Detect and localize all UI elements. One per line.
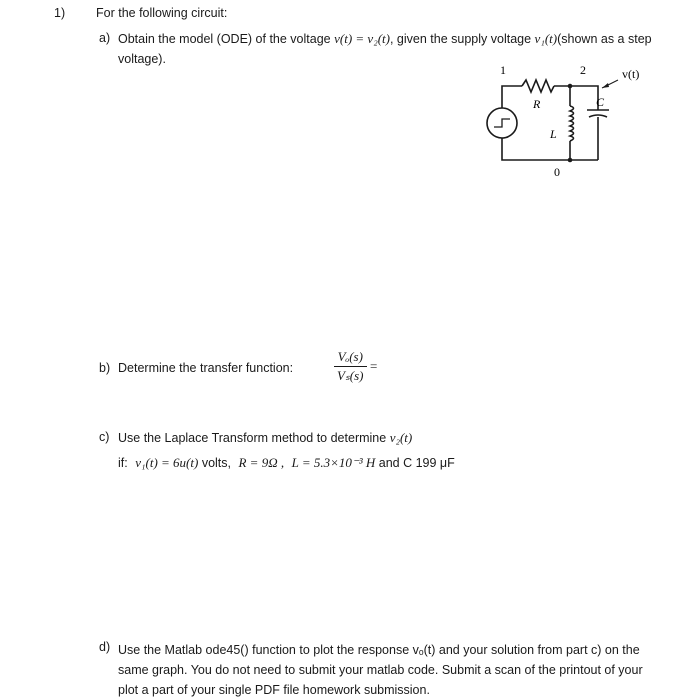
part-b-text: Determine the transfer function: bbox=[118, 361, 294, 375]
node-0-label: 0 bbox=[554, 165, 560, 179]
node-1-label: 1 bbox=[500, 63, 506, 77]
part-a-label: a) bbox=[99, 31, 111, 45]
part-c-given-equation: v₁(t) = 6u(t) bbox=[135, 455, 199, 470]
transfer-function bbox=[334, 349, 377, 384]
transfer-numerator: Vₒ(s) bbox=[337, 349, 363, 364]
step-source-icon bbox=[494, 119, 510, 127]
part-a-text-3: (shown as a step bbox=[557, 32, 652, 46]
wire-node-1 bbox=[502, 86, 522, 108]
vt-label: v(t) bbox=[622, 67, 640, 81]
part-a-text-1: Obtain the model (ODE) of the voltage bbox=[118, 32, 331, 46]
capacitor-label: C bbox=[596, 95, 605, 109]
problem-intro: For the following circuit: bbox=[96, 6, 228, 20]
part-d-text: Use the Matlab ode45() function to plot the response vₒ(t) and your solution from part c) on the same graph. You do not need to submit your matlab code. Submit a scan of the printout of your plot a part of your single PDF file homework submission. bbox=[118, 643, 643, 697]
inductor-symbol bbox=[570, 106, 574, 141]
problem-number: 1) bbox=[54, 6, 66, 20]
capacitor-plate-bottom bbox=[589, 115, 607, 117]
resistor-label: R bbox=[533, 97, 541, 111]
part-c-label: c) bbox=[99, 430, 110, 444]
node-2-dot bbox=[568, 84, 573, 89]
part-c-volts: volts, bbox=[201, 456, 231, 470]
part-b-label: b) bbox=[99, 361, 111, 375]
wire-node-0 bbox=[502, 138, 598, 160]
part-a-line-2: voltage). bbox=[118, 52, 166, 66]
part-a-supply-equation: v₁(t) bbox=[534, 31, 558, 46]
transfer-denominator: Vₛ(s) bbox=[337, 368, 364, 383]
part-c-inductance: L = 5.3×10⁻³ H bbox=[291, 455, 376, 470]
part-c-line-1 bbox=[118, 430, 412, 446]
inductor-label: L bbox=[550, 127, 557, 141]
node-2-label: 2 bbox=[580, 63, 586, 77]
part-a-equation: v(t) = v₂(t) bbox=[334, 31, 390, 46]
part-c-target-equation: v₂(t) bbox=[389, 430, 413, 445]
resistor-symbol bbox=[522, 80, 554, 92]
node-0-dot bbox=[568, 158, 573, 163]
fraction-bar bbox=[334, 366, 367, 367]
part-c-resistance: R = 9Ω , bbox=[238, 455, 285, 470]
rlc-circuit-diagram bbox=[470, 60, 670, 180]
wire-node-2 bbox=[554, 86, 598, 110]
part-c-capacitance: and C 199 μF bbox=[378, 456, 455, 470]
part-a-line-1 bbox=[118, 31, 652, 47]
part-c-text: Use the Laplace Transform method to determine bbox=[118, 431, 387, 445]
part-c-if-label: if: bbox=[118, 456, 128, 470]
part-d-label: d) bbox=[99, 640, 111, 654]
transfer-equals: = bbox=[370, 358, 378, 374]
part-a-text-2: , given the supply voltage bbox=[389, 32, 532, 46]
part-c-line-2 bbox=[118, 455, 455, 471]
